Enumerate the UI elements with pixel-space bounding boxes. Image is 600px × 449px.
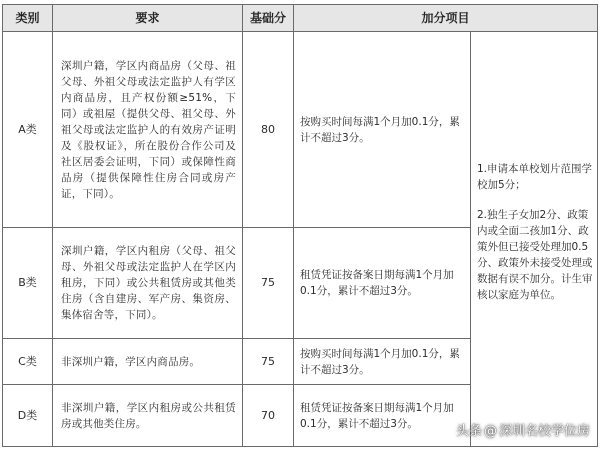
header-bonus-items: 加分项目	[294, 5, 598, 32]
requirement-cell: 非深圳户籍，学区内租房或公共租赁房或其他类住房。	[53, 385, 243, 447]
bonus-cell: 按购买时间每满1个月加0.1分，累计不超过3分。	[294, 32, 471, 228]
watermark-at-sign: @	[483, 424, 497, 439]
extra-bonus-item: 2.独生子女加2分、政策内或全面二孩加1分、政策外但已接受处理加0.5分、政策外未接受处理或数据有误不加分。计生审核以家庭为单位。	[477, 209, 593, 301]
category-cell: B类	[3, 228, 53, 339]
header-category: 类别	[3, 5, 53, 32]
source-watermark	[456, 420, 590, 439]
extra-bonus-item: 1.申请本单校划片范围学校加5分；	[477, 163, 593, 191]
base-score-cell: 80	[243, 32, 294, 228]
requirement-cell: 深圳户籍，学区内商品房（父母、祖父母、外祖父母或法定监护人有学区内商品房，且产权份额≥51%，下同）或祖屋（提供父母、祖父母、外祖父母或法定监护人的有效房产证明及《股权证》，所在股份合作公司及社区居委会证明，下同）或保障性商品房（提供保障性住房合同或房产证，下同）。	[53, 32, 243, 228]
extra-bonus-cell	[471, 32, 598, 447]
bonus-cell: 租赁凭证按备案日期每满1个月加0.1分，累计不超过3分。	[294, 228, 471, 339]
category-cell: D类	[3, 385, 53, 447]
base-score-cell: 75	[243, 339, 294, 385]
table-row	[3, 32, 598, 228]
watermark-platform: 头条	[455, 424, 482, 439]
requirement-cell: 非深圳户籍，学区内商品房。	[53, 339, 243, 385]
watermark-account: 深圳名校学位房	[498, 424, 590, 439]
header-base-score: 基础分	[243, 5, 294, 32]
bonus-cell: 租赁凭证按备案日期每满1个月加0.1分，累计不超过3分。	[294, 385, 471, 447]
base-score-cell: 75	[243, 228, 294, 339]
table-header-row	[3, 5, 598, 32]
category-cell: A类	[3, 32, 53, 228]
admission-points-table	[2, 4, 598, 447]
category-cell: C类	[3, 339, 53, 385]
bonus-cell: 按购买时间每满1个月加0.1分，累计不超过3分。	[294, 339, 471, 385]
base-score-cell: 70	[243, 385, 294, 447]
header-requirement: 要求	[53, 5, 243, 32]
requirement-cell: 深圳户籍，学区内租房（父母、祖父母、外祖父母或法定监护人在学区内租房，下同）或公共租赁房或其他类住房（含自建房、军产房、集资房、集体宿舍等，下同）。	[53, 228, 243, 339]
